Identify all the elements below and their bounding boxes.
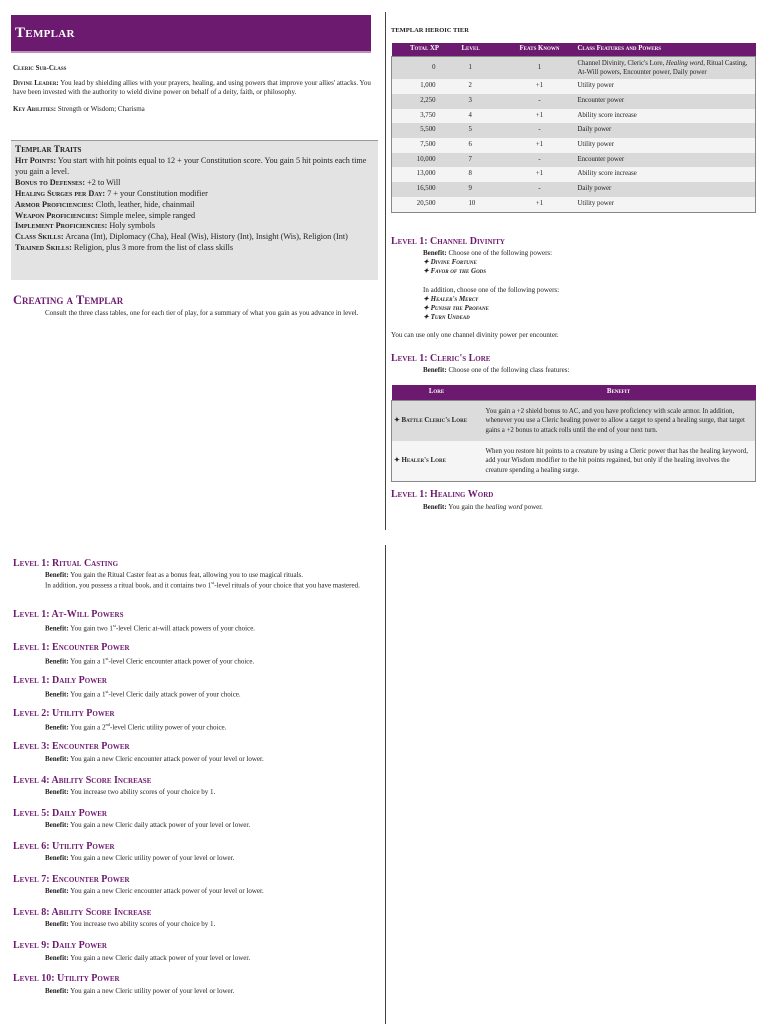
cell-total-xp: 16,500	[392, 182, 458, 197]
channel-title: Level 1: Channel Divinity	[391, 236, 505, 247]
feature-title: Level 1: Daily Power	[13, 675, 107, 687]
trait-row: Bonus to Defenses: +2 to Will	[15, 178, 121, 188]
table-row	[392, 57, 756, 80]
cell-total-xp: 1,000	[392, 79, 458, 94]
header-benefit: Benefit	[482, 385, 756, 401]
table-row	[392, 401, 756, 442]
traits-list	[15, 156, 376, 253]
healing-word-title: Level 1: Healing Word	[391, 489, 494, 500]
feature-title: Level 7: Encounter Power	[13, 873, 130, 885]
table-row	[392, 441, 756, 482]
cell-total-xp: 0	[392, 57, 458, 80]
cell-feats-known: -	[506, 123, 574, 138]
cell-feats-known: 1	[506, 57, 574, 80]
feature-benefit: Benefit: You gain a 2nd-level Cleric utility power of your choice.	[45, 721, 227, 732]
header-total-xp: Total XP	[392, 43, 458, 57]
italic-power: Healing word	[665, 60, 704, 67]
channel-block	[391, 249, 757, 340]
cell-level: 2	[458, 79, 506, 94]
power-option: ✦ Favor of the Gods	[423, 267, 487, 276]
feature-benefit: Benefit: You gain a new Cleric encounter attack power of your level or lower.	[45, 887, 264, 896]
traits-heading: Templar Traits	[15, 145, 82, 155]
tier-table-caption: TEMPLAR HEROIC TIER	[391, 27, 469, 34]
table-row	[392, 153, 756, 168]
cell-total-xp: 3,750	[392, 109, 458, 124]
trait-row: Class Skills: Arcana (Int), Diplomacy (Cha), Heal (Wis), History (Int), Insight (Wis), Religion (Int)	[15, 232, 348, 242]
trait-row: Healing Surges per Day: 7 + your Constitution modifier	[15, 188, 208, 198]
feature-benefit: Benefit: You gain a 1st-level Cleric encounter attack power of your choice.	[45, 655, 255, 665]
cell-level: 7	[458, 153, 506, 168]
cell-feats-known: -	[506, 94, 574, 109]
cell-class-features: Encounter power	[574, 94, 756, 109]
table-row	[392, 123, 756, 138]
cell-feats-known: +1	[506, 197, 574, 212]
cell-class-features: Utility power	[574, 79, 756, 94]
intro-block	[13, 64, 379, 114]
subclass-label: Cleric Sub-Class	[13, 64, 67, 72]
cell-feats-known: +1	[506, 138, 574, 153]
header-lore: Lore	[392, 385, 482, 401]
trait-row: Armor Proficiencies: Cloth, leather, hide, chainmail	[15, 199, 195, 209]
cell-feats-known: -	[506, 182, 574, 197]
trait-row: Trained Skills: Religion, plus 3 more from the list of class skills	[15, 243, 234, 253]
feature-title: Level 10: Utility Power	[13, 973, 120, 985]
feature-title: Level 3: Encounter Power	[13, 741, 130, 753]
title-banner	[11, 15, 371, 53]
table-row	[392, 79, 756, 94]
cell-level: 6	[458, 138, 506, 153]
feature-benefit: Benefit: You gain a new Cleric utility power of your level or lower.	[45, 854, 235, 863]
cell-feats-known: +1	[506, 79, 574, 94]
creating-title: Creating a Templar	[13, 293, 124, 307]
feature-benefit: Benefit: You gain a new Cleric utility power of your level or lower.	[45, 986, 235, 995]
channel-addition: In addition, choose one of the following powers:	[423, 285, 560, 294]
tier-table	[391, 43, 756, 213]
power-option: ✦ Divine Fortune	[423, 258, 477, 267]
cell-class-features: Ability score increase	[574, 167, 756, 182]
feature-title: Level 4: Ability Score Increase	[13, 774, 152, 786]
cell-total-xp: 2,250	[392, 94, 458, 109]
lore-table	[391, 385, 756, 482]
lore-table-header	[392, 385, 756, 401]
feature-title: Level 1: Encounter Power	[13, 642, 130, 654]
table-row	[392, 167, 756, 182]
abilities-paragraph: Key Abilities: Strength or Wisdom; Charisma	[13, 104, 145, 113]
table-row	[392, 197, 756, 212]
feature-title: Level 9: Daily Power	[13, 940, 107, 951]
feature-title: Level 1: At-Will Powers	[13, 609, 124, 620]
cell-level: 10	[458, 197, 506, 212]
cell-level: 4	[458, 109, 506, 124]
role-paragraph: Divine Leader: You lead by shielding allies with your prayers, healing, and using powers that improve your allies' attacks. You have been invested with the authority to wield divine power on behalf of a deity, faith, or philosophy.	[13, 79, 371, 97]
header-level: Level	[458, 43, 506, 57]
cell-total-xp: 13,000	[392, 167, 458, 182]
creating-text: Consult the three class tables, one for each tier of play, for a summary of what you gain as you advance in level.	[45, 309, 359, 317]
lore-name: ✦ Healer's Lore	[392, 441, 482, 482]
channel-options-2	[391, 295, 757, 323]
table-row	[392, 94, 756, 109]
ritual-block	[13, 571, 379, 591]
feature-benefit: Benefit: You gain a 1st-level Cleric daily attack power of your choice.	[45, 688, 241, 699]
cell-feats-known: +1	[506, 109, 574, 124]
table-row	[392, 182, 756, 197]
healing-word-benefit: Benefit: You gain the healing word power.	[423, 503, 543, 511]
cell-total-xp: 7,500	[392, 138, 458, 153]
cell-class-features: Channel Divinity, Cleric's Lore, Healing word, Ritual Casting, At-Will powers, Encounter power, Daily power	[574, 57, 756, 80]
cell-total-xp: 10,000	[392, 153, 458, 168]
ritual-extra: In addition, you possess a ritual book, and it contains two 1st-level rituals of your choice that you have mastered.	[45, 580, 360, 590]
cell-total-xp: 20,500	[392, 197, 458, 212]
cell-feats-known: +1	[506, 167, 574, 182]
header-class-features: Class Features and Powers	[574, 43, 756, 57]
cell-class-features: Ability score increase	[574, 109, 756, 124]
page-title: Templar	[15, 25, 75, 41]
table-row	[392, 138, 756, 153]
feature-benefit: Benefit: You gain a new Cleric daily attack power of your level or lower.	[45, 953, 251, 962]
cell-level: 5	[458, 123, 506, 138]
feature-benefit: Benefit: You increase two ability scores of your choice by 1.	[45, 920, 216, 929]
channel-benefit: Benefit: Choose one of the following powers:	[423, 249, 553, 257]
tier-table-header	[392, 43, 756, 57]
power-option: ✦ Punish the Profane	[423, 304, 489, 313]
column-divider	[385, 12, 386, 530]
channel-options-1	[391, 258, 757, 276]
tier-table-body	[392, 57, 756, 213]
cell-level: 9	[458, 182, 506, 197]
feature-benefit: Benefit: You gain a new Cleric encounter attack power of your level or lower.	[45, 754, 264, 763]
cell-feats-known: -	[506, 153, 574, 168]
lore-benefit: Benefit: Choose one of the following class features:	[423, 366, 570, 374]
lore-benefit-cell: When you restore hit points to a creature by using a Cleric power that has the healing keyword, add your Wisdom modifier to the hit points regained, but only if the healing involves the creature spending a healing surge.	[482, 441, 756, 482]
trait-row: Implement Proficiencies: Holy symbols	[15, 221, 156, 231]
lore-benefit-cell: You gain a +2 shield bonus to AC, and you have proficiency with scale armor. In addition, whenever you use a Cleric healing power to allow a target to spend a healing surge, that target gains a +2 bonus to attack rolls until the end of your next turn.	[482, 401, 756, 442]
lore-name: ✦ Battle Cleric's Lore	[392, 401, 482, 442]
column-divider-lower	[385, 545, 386, 1024]
feature-title: Level 8: Ability Score Increase	[13, 906, 152, 918]
cell-class-features: Utility power	[574, 197, 756, 212]
cell-class-features: Encounter power	[574, 153, 756, 168]
ritual-benefit: Benefit: You gain the Ritual Caster feat as a bonus feat, allowing you to use magical rituals.	[45, 571, 303, 579]
cell-level: 8	[458, 167, 506, 182]
feature-benefit: Benefit: You increase two ability scores of your choice by 1.	[45, 788, 216, 796]
header-feats-known: Feats Known	[506, 43, 574, 57]
cell-total-xp: 5,500	[392, 123, 458, 138]
power-option: ✦ Turn Undead	[423, 313, 470, 322]
channel-note: You can use only one channel divinity power per encounter.	[391, 330, 559, 339]
feature-title: Level 5: Daily Power	[13, 807, 107, 819]
table-row	[392, 109, 756, 124]
trait-row: Hit Points: You start with hit points equal to 12 + your Constitution score. You gain 5 hit points each time you gain a level.	[15, 156, 367, 177]
trait-row: Weapon Proficiencies: Simple melee, simple ranged	[15, 210, 196, 220]
lore-title: Level 1: Cleric's Lore	[391, 353, 491, 364]
feature-title: Level 2: Utility Power	[13, 708, 115, 720]
cell-level: 1	[458, 57, 506, 80]
traits-box	[11, 140, 378, 280]
cell-level: 3	[458, 94, 506, 109]
feature-title: Level 6: Utility Power	[13, 840, 115, 852]
lore-table-body	[392, 401, 756, 482]
cell-class-features: Daily power	[574, 182, 756, 197]
ritual-title: Level 1: Ritual Casting	[13, 558, 119, 569]
cell-class-features: Daily power	[574, 123, 756, 138]
power-option: ✦ Healer's Mercy	[423, 294, 479, 303]
feature-benefit: Benefit: You gain two 1st-level Cleric at-will attack powers of your choice.	[45, 622, 256, 632]
cell-class-features: Utility power	[574, 138, 756, 153]
feature-benefit: Benefit: You gain a new Cleric daily attack power of your level or lower.	[45, 821, 251, 830]
